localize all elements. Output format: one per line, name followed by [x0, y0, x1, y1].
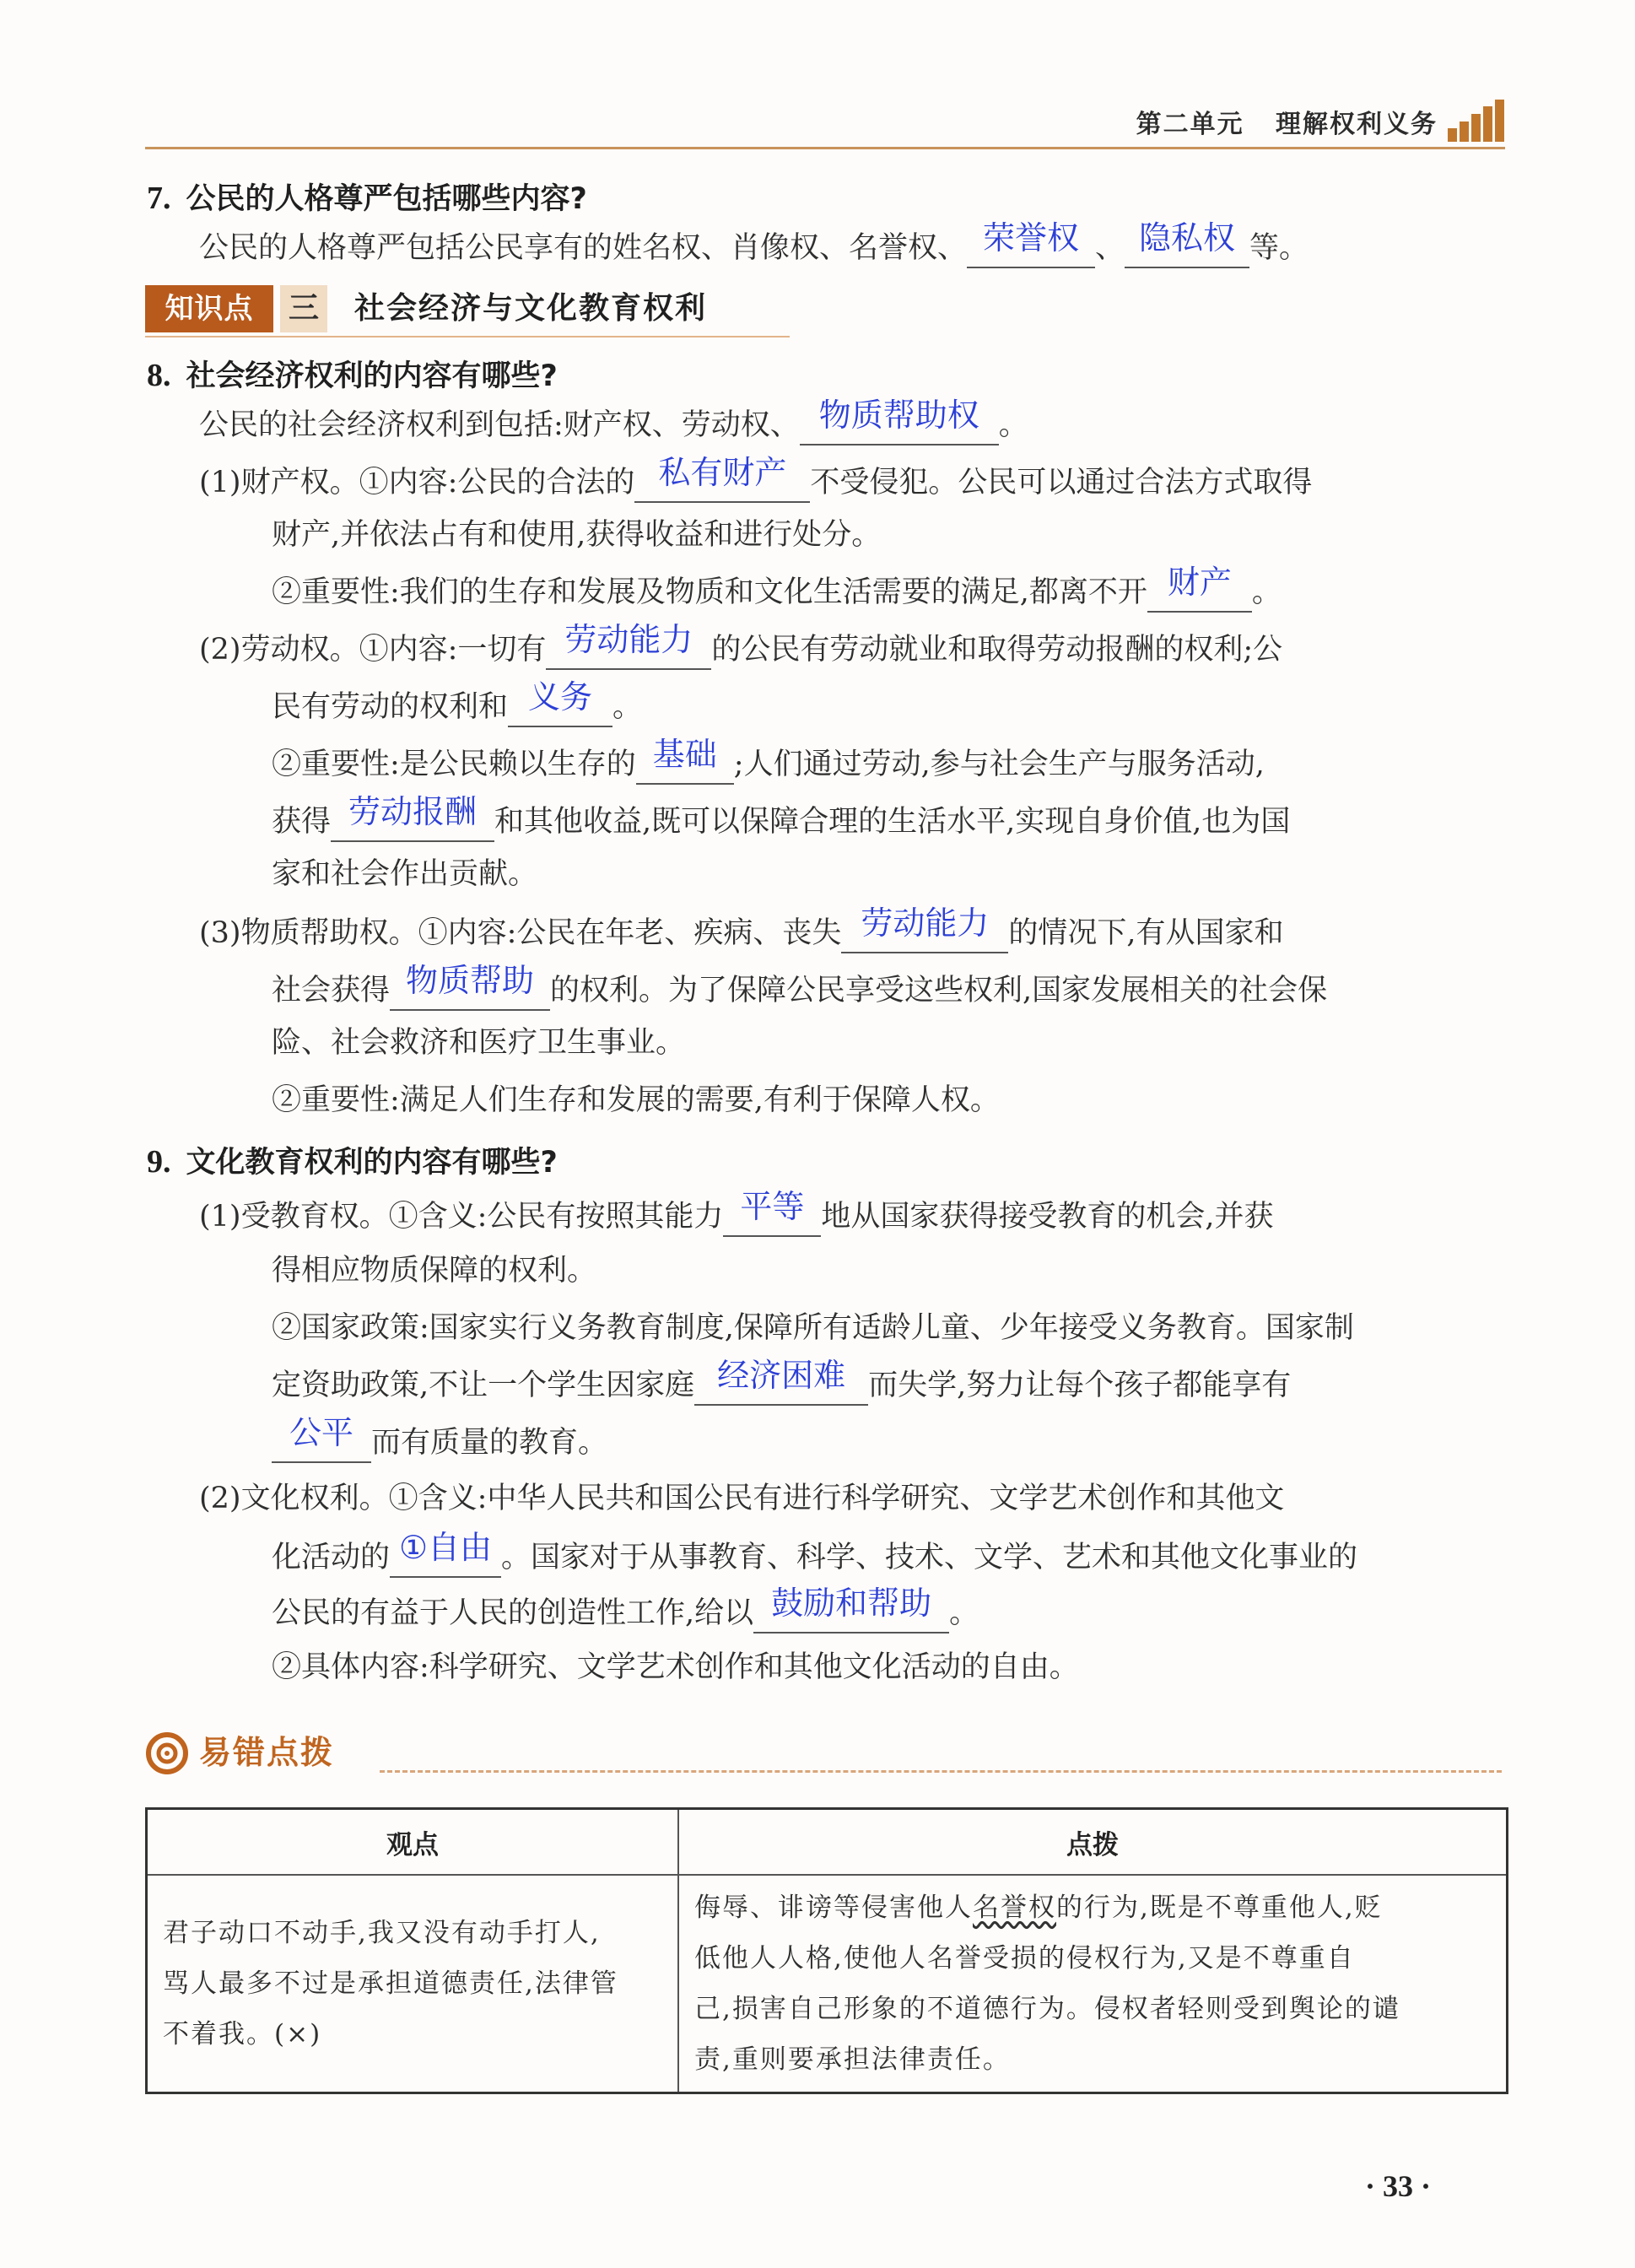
- answer-blank[interactable]: [694, 1357, 868, 1406]
- q9-education-line-4: [272, 1357, 1292, 1406]
- answer-blank[interactable]: [753, 1585, 949, 1634]
- handwritten-answer: 物质帮助: [406, 962, 535, 999]
- handwritten-answer: 物质帮助权: [818, 397, 979, 434]
- q9-culture-line-1: (2)文化权利。①含义:中华人民共和国公民有进行科学研究、文学艺术创作和其他文: [199, 1482, 1285, 1515]
- handwritten-answer: 私有财产: [658, 454, 787, 491]
- q8-labor-line-2: [272, 678, 643, 727]
- text: 公民的有益于人民的创造性工作,给以: [272, 1596, 754, 1630]
- text: 。: [1251, 575, 1282, 609]
- answer-blank[interactable]: [723, 1188, 821, 1237]
- text: 的公民有劳动就业和取得劳动报酬的权利;公: [711, 633, 1283, 667]
- q9-education-line-3: ②国家政策:国家实行义务教育制度,保障所有适龄儿童、少年接受义务教育。国家制: [272, 1311, 1354, 1345]
- tip-line: 低他人人格,使他人名誉受损的侵权行为,又是不尊重自: [694, 1943, 1355, 1974]
- q9-education-line-2: 得相应物质保障的权利。: [272, 1254, 597, 1288]
- q8-property-line-3: [272, 564, 1282, 613]
- handwritten-answer: 隐私权: [1139, 219, 1236, 256]
- q8-intro-line: [199, 397, 1028, 446]
- dashed-divider: [380, 1770, 1502, 1773]
- text: 。: [612, 690, 643, 724]
- handwritten-answer: 经济困难: [717, 1357, 846, 1394]
- answer-blank[interactable]: [800, 397, 999, 446]
- text: 获得: [272, 805, 332, 839]
- q9-education-line-5: [272, 1414, 608, 1463]
- q8-labor-line-3: [272, 736, 1265, 785]
- question-number: 8.: [147, 358, 171, 393]
- text: 侮辱、诽谤等侵害他人: [694, 1893, 973, 1923]
- viewpoint-cell: [147, 1875, 679, 2093]
- error-tips-table: [145, 1807, 1508, 2094]
- text: 的情况下,有从国家和: [1008, 916, 1284, 950]
- answer-blank[interactable]: [390, 962, 550, 1011]
- handwritten-answer: 基础: [652, 736, 717, 773]
- header-unit: 第二单元: [1136, 110, 1244, 139]
- handwritten-answer: 劳动能力: [861, 904, 990, 942]
- q8-property-line-2: 财产,并依法占有和使用,获得收益和进行处分。: [272, 518, 882, 552]
- answer-blank[interactable]: [331, 793, 494, 842]
- text: 和其他收益,既可以保障合理的生活水平,实现自身价值,也为国: [494, 805, 1291, 839]
- text: 不受侵犯。公民可以通过合法方式取得: [810, 466, 1313, 500]
- text: 的权利。为了保障公民享受这些权利,国家发展相关的社会保: [550, 974, 1328, 1007]
- text: 社会获得: [272, 974, 391, 1007]
- handwritten-answer: 鼓励和帮助: [771, 1585, 932, 1622]
- knowledge-point-title: 社会经济与文化教育权利: [354, 291, 708, 326]
- question-text: 文化教育权利的内容有哪些?: [186, 1146, 558, 1180]
- q8-labor-line-4: [272, 793, 1291, 842]
- q8-labor-line-1: [199, 621, 1283, 670]
- q9-culture-line-2: [272, 1529, 1358, 1578]
- tip-cell: [678, 1875, 1508, 2093]
- text: 。: [949, 1596, 979, 1630]
- text: 定资助政策,不让一个学生因家庭: [272, 1369, 695, 1402]
- text: 的行为,既是不尊重他人,贬: [1056, 1893, 1383, 1923]
- question-text: 社会经济权利的内容有哪些?: [186, 359, 558, 393]
- table-row: [147, 1875, 1508, 2093]
- divider: [145, 336, 790, 338]
- answer-blank[interactable]: [546, 621, 711, 670]
- answer-blank[interactable]: [272, 1414, 371, 1463]
- tip-line: 责,重则要承担法律责任。: [694, 2044, 1011, 2075]
- text: (3)物质帮助权。①内容:公民在年老、疾病、丧失: [199, 916, 842, 950]
- error-tips-section-header: [143, 1725, 1507, 1777]
- text: 地从国家获得接受教育的机会,并获: [821, 1200, 1274, 1234]
- text: 而失学,努力让每个孩子都能享有: [868, 1369, 1292, 1402]
- emphasized-term: 名誉权: [973, 1893, 1056, 1923]
- handwritten-answer: 财产: [1167, 564, 1232, 601]
- question-8-title: [147, 353, 558, 395]
- handwritten-answer: 劳动能力: [564, 621, 693, 658]
- q8-aid-line-4: ②重要性:满足人们生存和发展的需要,有利于保障人权。: [272, 1083, 1000, 1117]
- table-header-row: [147, 1809, 1508, 1876]
- tip-line: [694, 1882, 1491, 1933]
- column-header-tip: 点拨: [678, 1809, 1508, 1876]
- knowledge-point-label: 知识点: [145, 285, 273, 332]
- answer-blank[interactable]: [841, 904, 1008, 953]
- column-header-viewpoint: 观点: [147, 1809, 679, 1876]
- text: 化活动的: [272, 1541, 391, 1574]
- question-7-title: [147, 176, 587, 218]
- header-bars-icon: [1448, 98, 1505, 142]
- page-number: · 33 ·: [1365, 2169, 1432, 2203]
- knowledge-point-banner: [145, 285, 790, 338]
- text: (1)财产权。①内容:公民的合法的: [199, 466, 635, 500]
- answer-blank[interactable]: [508, 678, 612, 727]
- q8-aid-line-2: [272, 962, 1328, 1011]
- text: 民有劳动的权利和: [272, 690, 509, 724]
- tip-line: 己,损害自己形象的不道德行为。侵权者轻则受到舆论的谴: [694, 1994, 1400, 2024]
- text: ②重要性:我们的生存和发展及物质和文化生活需要的满足,都离不开: [272, 575, 1147, 609]
- q9-culture-line-4: ②具体内容:科学研究、文学艺术创作和其他文化活动的自由。: [272, 1650, 1079, 1684]
- q8-aid-line-1: [199, 904, 1284, 953]
- text: 公民的人格尊严包括公民享有的姓名权、肖像权、名誉权、: [199, 231, 968, 265]
- knowledge-point-number: 三: [280, 285, 327, 332]
- text: ②重要性:是公民赖以生存的: [272, 748, 636, 781]
- text: (2)劳动权。①内容:一切有: [199, 633, 547, 667]
- question-7-answer-line: [199, 219, 1309, 268]
- text: ;人们通过劳动,参与社会生产与服务活动,: [733, 748, 1265, 781]
- q8-aid-line-3: 险、社会救济和医疗卫生事业。: [272, 1026, 686, 1060]
- handwritten-answer: 劳动报酬: [348, 793, 478, 830]
- text: (1)受教育权。①含义:公民有按照其能力: [199, 1200, 724, 1234]
- q9-education-line-1: [199, 1188, 1274, 1237]
- handwritten-answer: ①自由: [398, 1529, 493, 1566]
- header-topic: 理解权利义务: [1276, 110, 1438, 139]
- text: 。: [998, 408, 1028, 442]
- question-number: 9.: [147, 1144, 171, 1180]
- text: 而有质量的教育。: [371, 1426, 608, 1460]
- answer-blank[interactable]: [967, 219, 1095, 268]
- handwritten-answer: 荣誉权: [983, 219, 1080, 256]
- text: 等。: [1249, 231, 1309, 265]
- q8-labor-line-5: 家和社会作出贡献。: [272, 857, 538, 891]
- answer-blank[interactable]: [1147, 564, 1252, 613]
- answer-blank[interactable]: [636, 736, 734, 785]
- question-number: 7.: [147, 181, 171, 216]
- question-9-title: [147, 1139, 558, 1181]
- text: 。国家对于从事教育、科学、技术、文学、艺术和其他文化事业的: [501, 1541, 1358, 1574]
- viewpoint-line: 不着我。(×): [163, 2019, 322, 2049]
- handwritten-answer: 平等: [740, 1188, 805, 1225]
- page-header: [145, 94, 1505, 149]
- section-title: 易错点拨: [199, 1734, 335, 1771]
- target-icon: [143, 1728, 191, 1775]
- viewpoint-line: 骂人最多不过是承担道德责任,法律管: [163, 1968, 618, 1999]
- question-text: 公民的人格尊严包括哪些内容?: [186, 182, 587, 216]
- text: 、: [1095, 231, 1125, 265]
- handwritten-answer: 公平: [289, 1414, 353, 1451]
- answer-blank[interactable]: [1125, 219, 1249, 268]
- viewpoint-line: 君子动口不动手,我又没有动手打人,: [163, 1918, 601, 1948]
- q8-property-line-1: [199, 454, 1313, 503]
- answer-blank[interactable]: [634, 454, 810, 503]
- q9-culture-line-3: [272, 1585, 979, 1634]
- handwritten-answer: 义务: [528, 678, 593, 716]
- text: 公民的社会经济权利到包括:财产权、劳动权、: [199, 408, 800, 442]
- header-title: [1136, 103, 1438, 140]
- answer-blank[interactable]: [390, 1529, 501, 1578]
